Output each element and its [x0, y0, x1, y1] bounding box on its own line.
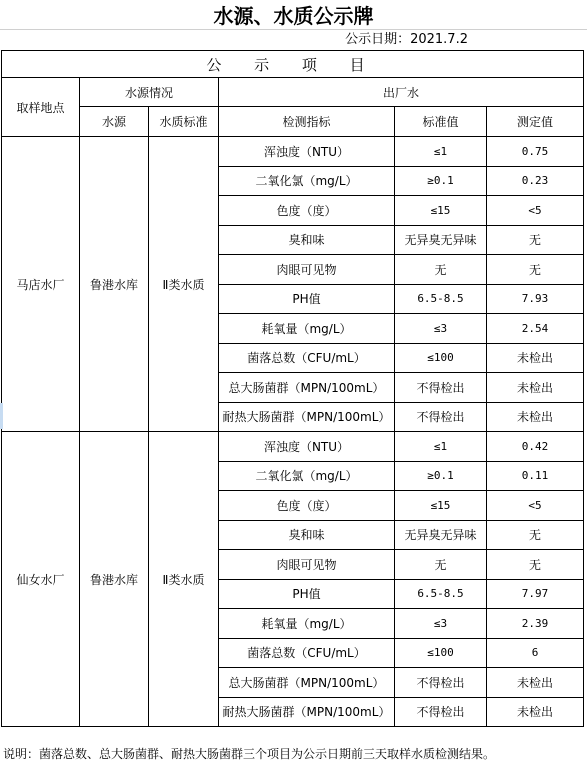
- cell-selection-mark: [0, 403, 3, 429]
- measured-value-cell: 7.97: [487, 579, 584, 609]
- standard-value-cell: 无异臭无异味: [395, 520, 487, 550]
- water-quality-table: [1, 50, 584, 727]
- standard-value-cell: ≥0.1: [395, 461, 487, 491]
- measured-value-cell: 无: [487, 520, 584, 550]
- standard-value-cell: ≤1: [395, 137, 487, 167]
- indicator-cell: 耗氧量（mg/L）: [219, 314, 395, 344]
- indicator-cell: 色度（度）: [219, 491, 395, 521]
- standard-value-cell: ≤3: [395, 609, 487, 639]
- site-cell: 马店水厂: [2, 137, 80, 432]
- measured-value-cell: 无: [487, 550, 584, 580]
- site-cell: 仙女水厂: [2, 432, 80, 727]
- indicator-cell: 总大肠菌群（MPN/100mL）: [219, 668, 395, 698]
- indicator-cell: 二氧化氯（mg/L）: [219, 461, 395, 491]
- indicator-cell: 耐热大肠菌群（MPN/100mL）: [219, 697, 395, 727]
- header-water-source-info: 水源情况: [80, 78, 219, 107]
- measured-value-cell: 0.75: [487, 137, 584, 167]
- indicator-cell: 肉眼可见物: [219, 550, 395, 580]
- publish-date: 公示日期：2021.7.2: [345, 32, 468, 47]
- header-measured: 测定值: [487, 107, 584, 137]
- table-row: [2, 432, 584, 462]
- table-row: [2, 137, 584, 167]
- measured-value-cell: 未检出: [487, 402, 584, 432]
- measured-value-cell: 6: [487, 638, 584, 668]
- indicator-cell: 浑浊度（NTU）: [219, 137, 395, 167]
- header-indicator: 检测指标: [219, 107, 395, 137]
- standard-value-cell: ≤15: [395, 491, 487, 521]
- indicator-cell: 菌落总数（CFU/mL）: [219, 343, 395, 373]
- measured-value-cell: 2.54: [487, 314, 584, 344]
- standard-value-cell: 6.5-8.5: [395, 579, 487, 609]
- indicator-cell: PH值: [219, 579, 395, 609]
- measured-value-cell: 未检出: [487, 343, 584, 373]
- measured-value-cell: 未检出: [487, 668, 584, 698]
- measured-value-cell: 7.93: [487, 284, 584, 314]
- indicator-cell: 二氧化氯（mg/L）: [219, 166, 395, 196]
- quality-std-cell: Ⅱ类水质: [149, 432, 219, 727]
- indicator-cell: 臭和味: [219, 520, 395, 550]
- source-cell: 鲁港水库: [80, 137, 149, 432]
- standard-value-cell: 无异臭无异味: [395, 225, 487, 255]
- indicator-cell: 浑浊度（NTU）: [219, 432, 395, 462]
- measured-value-cell: 0.42: [487, 432, 584, 462]
- measured-value-cell: 0.23: [487, 166, 584, 196]
- table-banner: 公 示 项 目: [2, 51, 584, 78]
- measured-value-cell: 0.11: [487, 461, 584, 491]
- source-cell: 鲁港水库: [80, 432, 149, 727]
- standard-value-cell: ≤15: [395, 196, 487, 226]
- indicator-cell: 总大肠菌群（MPN/100mL）: [219, 373, 395, 403]
- standard-value-cell: 无: [395, 550, 487, 580]
- measured-value-cell: <5: [487, 196, 584, 226]
- footer-note: 说明：菌落总数、总大肠菌群、耐热大肠菌群三个项目为公示日期前三天取样水质检测结果。: [3, 747, 496, 761]
- standard-value-cell: 不得检出: [395, 373, 487, 403]
- standard-value-cell: ≤100: [395, 343, 487, 373]
- quality-std-cell: Ⅱ类水质: [149, 137, 219, 432]
- header-quality-std: 水质标准: [149, 107, 219, 137]
- indicator-cell: 耐热大肠菌群（MPN/100mL）: [219, 402, 395, 432]
- indicator-cell: 臭和味: [219, 225, 395, 255]
- header-standard: 标准值: [395, 107, 487, 137]
- measured-value-cell: 未检出: [487, 373, 584, 403]
- standard-value-cell: 无: [395, 255, 487, 285]
- header-outlet-water: 出厂水: [219, 78, 584, 107]
- indicator-cell: 色度（度）: [219, 196, 395, 226]
- indicator-cell: PH值: [219, 284, 395, 314]
- header-source: 水源: [80, 107, 149, 137]
- measured-value-cell: 2.39: [487, 609, 584, 639]
- standard-value-cell: 不得检出: [395, 697, 487, 727]
- standard-value-cell: ≥0.1: [395, 166, 487, 196]
- standard-value-cell: 6.5-8.5: [395, 284, 487, 314]
- header-site: 取样地点: [2, 78, 80, 137]
- standard-value-cell: 不得检出: [395, 668, 487, 698]
- standard-value-cell: ≤100: [395, 638, 487, 668]
- indicator-cell: 菌落总数（CFU/mL）: [219, 638, 395, 668]
- measured-value-cell: <5: [487, 491, 584, 521]
- measured-value-cell: 无: [487, 255, 584, 285]
- page-title: 水源、水质公示牌: [213, 4, 374, 28]
- standard-value-cell: ≤1: [395, 432, 487, 462]
- measured-value-cell: 无: [487, 225, 584, 255]
- indicator-cell: 耗氧量（mg/L）: [219, 609, 395, 639]
- measured-value-cell: 未检出: [487, 697, 584, 727]
- indicator-cell: 肉眼可见物: [219, 255, 395, 285]
- standard-value-cell: ≤3: [395, 314, 487, 344]
- standard-value-cell: 不得检出: [395, 402, 487, 432]
